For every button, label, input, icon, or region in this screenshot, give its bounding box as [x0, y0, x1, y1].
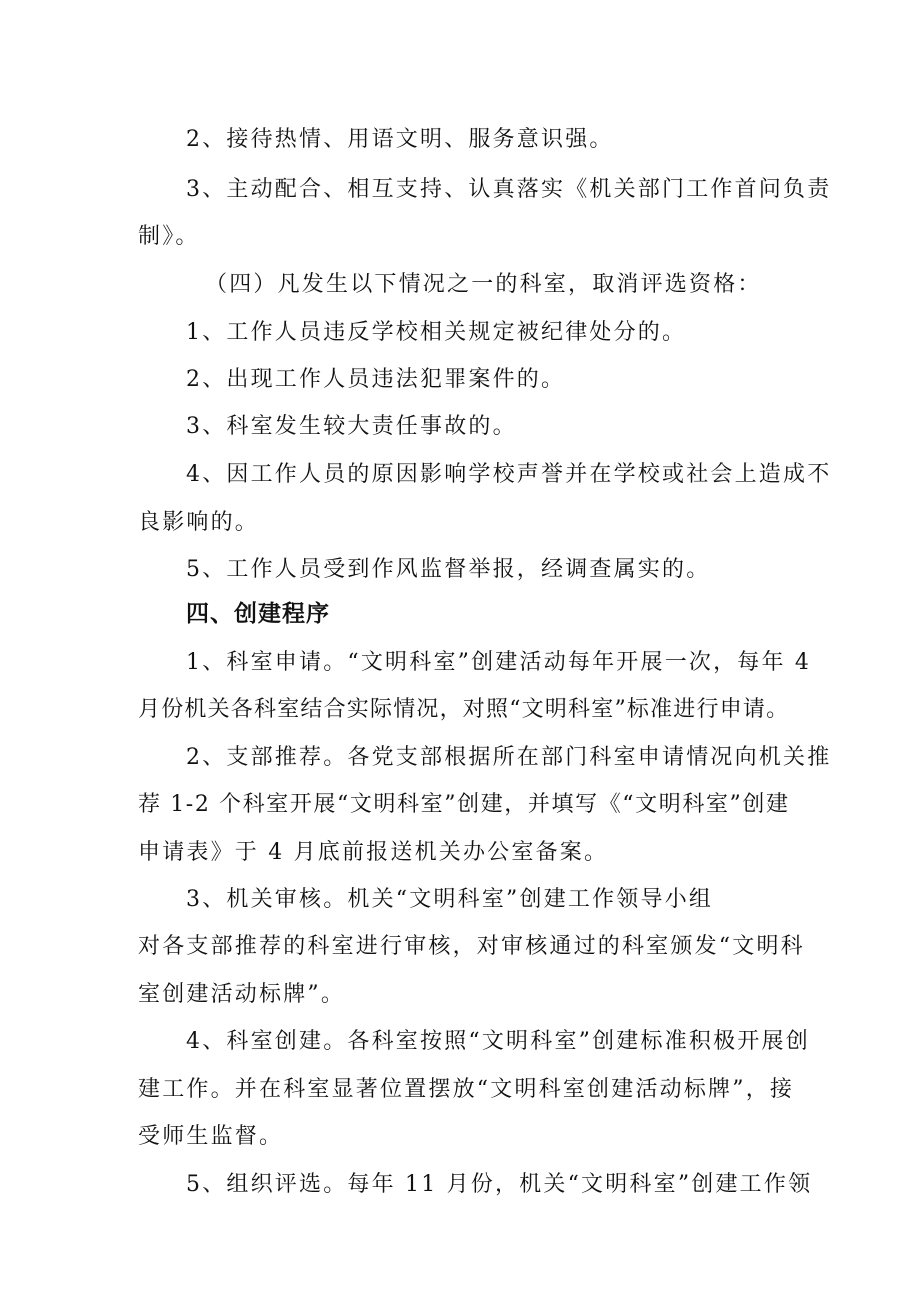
- text-line: 1、工作人员违反学校相关规定被纪律处分的。: [186, 320, 687, 345]
- text-line: 3、主动配合、相互支持、认真落实《机关部门工作首问负责: [186, 177, 832, 202]
- text-line: 4、因工作人员的原因影响学校声誉并在学校或社会上造成不: [186, 462, 832, 487]
- text-line: 月份机关各科室结合实际情况，对照“文明科室”标准进行申请。: [138, 697, 790, 722]
- section-heading: 四、创建程序: [186, 601, 330, 627]
- text-line: 建工作。并在科室显著位置摆放“文明科室创建活动标牌”，接: [138, 1077, 795, 1102]
- text-line: 3、机关审核。机关“文明科室”创建工作领导小组: [186, 887, 714, 912]
- text-line: 3、科室发生较大责任事故的。: [186, 414, 517, 439]
- text-line: 申请表》于 4 月底前报送机关办公室备案。: [138, 840, 609, 865]
- text-line: （四）凡发生以下情况之一的科室，取消评选资格：: [205, 272, 762, 297]
- text-line: 制》。: [138, 224, 200, 249]
- text-line: 受师生监督。: [138, 1124, 284, 1149]
- text-line: 荐 1-2 个科室开展“文明科室”创建，并填写《“文明科室”创建: [138, 792, 790, 817]
- text-line: 2、出现工作人员违法犯罪案件的。: [186, 367, 566, 392]
- text-line: 5、工作人员受到作风监督举报，经调查属实的。: [186, 557, 711, 582]
- text-line: 良影响的。: [138, 510, 260, 535]
- text-line: 对各支部推荐的科室进行审核，对审核通过的科室颁发“文明科: [138, 934, 805, 959]
- text-line: 4、科室创建。各科室按照“文明科室”创建标准积极开展创: [186, 1029, 810, 1054]
- text-line: 2、支部推荐。各党支部根据所在部门科室申请情况向机关推: [186, 745, 832, 770]
- text-line: 1、科室申请。“文明科室”创建活动每年开展一次，每年 4: [186, 650, 812, 675]
- text-line: 2、接待热情、用语文明、服务意识强。: [186, 127, 614, 152]
- text-line: 5、组织评选。每年 11 月份，机关“文明科室”创建工作领: [186, 1172, 813, 1197]
- text-line: 室创建活动标牌”。: [138, 982, 346, 1007]
